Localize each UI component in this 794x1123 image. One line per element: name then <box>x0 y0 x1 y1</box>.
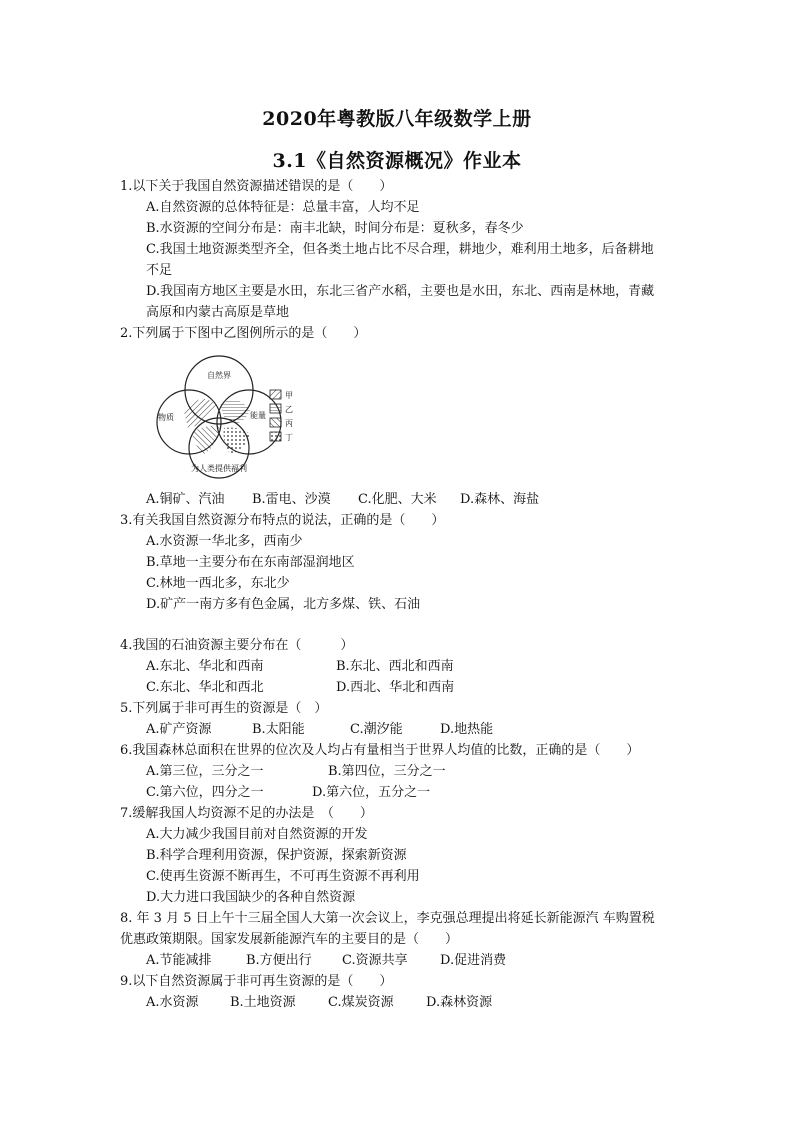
question-4-option-d: D.西北、华北和西南 <box>336 680 455 695</box>
question-7-option-a: A.大力减少我国目前对自然资源的开发 <box>146 827 368 842</box>
page-title: 2020年粤教版八年级数学上册 <box>262 108 532 130</box>
legend-swatch-jia <box>270 390 281 399</box>
legend-label-yi: 乙 <box>285 405 293 414</box>
legend-label-ding: 丁 <box>285 433 293 442</box>
question-6-option-a: A.第三位，三分之一 <box>146 764 264 779</box>
question-1-option-a: A.自然资源的总体特征是：总量丰富，人均不足 <box>146 200 420 215</box>
question-9-option-b: B.土地资源 <box>230 995 296 1010</box>
question-1-option-b: B.水资源的空间分布是：南丰北缺，时间分布是：夏秋多，春冬少 <box>146 221 524 236</box>
question-8-option-d: D.促进消费 <box>440 953 507 968</box>
question-8-stem: 8. 年 3 月 5 日上午十三届全国人大第一次会议上，李克强总理提出将延长新能源汽 车购置税 <box>120 911 655 926</box>
question-1-option-c-cont: 不足 <box>146 263 173 278</box>
question-8-option-b: B.方便出行 <box>246 953 312 968</box>
question-6-option-d: D.第六位，五分之一 <box>312 785 431 800</box>
question-6-stem: 6.我国森林总面积在世界的位次及人均占有量相当于世界人均值的比数，正确的是（ ） <box>120 743 640 758</box>
question-1-option-d-cont: 高原和内蒙古高原是草地 <box>146 305 290 320</box>
question-1-option-c: C.我国土地资源类型齐全，但各类土地占比不尽合理，耕地少，难利用土地多，后备耕地 <box>146 242 654 257</box>
legend-label-bing: 丙 <box>285 419 293 428</box>
question-5-option-b: B.太阳能 <box>252 722 305 737</box>
question-7-option-b: B.科学合理利用资源，保护资源，探索新资源 <box>146 848 407 863</box>
label-benefit: 为人类提供福利 <box>191 464 247 473</box>
question-2-option-b: B.雷电、沙漠 <box>252 492 331 507</box>
question-4-option-a: A.东北、华北和西南 <box>146 659 264 674</box>
question-2-stem: 2.下列属于下图中乙图例所示的是（ ） <box>120 326 367 341</box>
question-6-option-c: C.第六位，四分之一 <box>146 785 264 800</box>
venn-diagram <box>146 350 298 490</box>
label-matter: 物质 <box>158 413 174 422</box>
question-9-option-a: A.水资源 <box>146 995 199 1010</box>
legend-label-jia: 甲 <box>285 391 293 400</box>
question-8-stem-cont: 优惠政策期限。国家发展新能源汽车的主要目的是（ ） <box>120 932 459 947</box>
question-3-option-c: C.林地一西北多，东北少 <box>146 576 290 591</box>
page-subtitle: 3.1《自然资源概况》作业本 <box>272 150 522 172</box>
legend-swatch-bing <box>270 418 281 427</box>
question-9-option-c: C.煤炭资源 <box>328 995 394 1010</box>
question-3-option-b: B.草地一主要分布在东南部湿润地区 <box>146 555 355 570</box>
legend-swatch-ding <box>270 432 281 441</box>
question-2-option-d: D.森林、海盐 <box>460 492 540 507</box>
label-nature: 自然界 <box>207 371 231 380</box>
label-energy: 能量 <box>250 411 266 420</box>
question-1-stem: 1.以下关于我国自然资源描述错误的是（ ） <box>120 179 393 194</box>
question-4-option-c: C.东北、华北和西北 <box>146 680 264 695</box>
question-4-option-b: B.东北、西北和西南 <box>336 659 454 674</box>
question-9-stem: 9.以下自然资源属于非可再生资源的是（ ） <box>120 974 393 989</box>
question-8-option-a: A.节能减排 <box>146 953 212 968</box>
question-4-stem: 4.我国的石油资源主要分布在（ ） <box>120 638 354 653</box>
question-2-option-a: A.铜矿、汽油 <box>146 492 225 507</box>
question-6-option-b: B.第四位，三分之一 <box>328 764 446 779</box>
question-5-option-d: D.地热能 <box>440 722 494 737</box>
question-3-option-a: A.水资源一华北多，西南少 <box>146 534 303 549</box>
question-5-stem: 5.下列属于非可再生的资源是（ ） <box>120 701 328 716</box>
question-5-option-c: C.潮汐能 <box>350 722 403 737</box>
question-2-option-c: C.化肥、大米 <box>358 492 437 507</box>
question-3-option-d: D.矿产一南方多有色金属，北方多煤、铁、石油 <box>146 597 421 612</box>
question-7-stem: 7.缓解我国人均资源不足的办法是 （ ） <box>120 806 373 821</box>
question-7-option-d: D.大力进口我国缺少的各种自然资源 <box>146 890 356 905</box>
legend-swatch-yi <box>270 404 281 413</box>
question-7-option-c: C.使再生资源不断再生，不可再生资源不再利用 <box>146 869 420 884</box>
question-3-stem: 3.有关我国自然资源分布特点的说法，正确的是（ ） <box>120 513 445 528</box>
question-5-option-a: A.矿产资源 <box>146 722 212 737</box>
question-8-option-c: C.资源共享 <box>342 953 408 968</box>
question-9-option-d: D.森林资源 <box>426 995 493 1010</box>
question-1-option-d: D.我国南方地区主要是水田，东北三省产水稻，主要也是水田，东北、西南是林地，青藏 <box>146 284 655 299</box>
